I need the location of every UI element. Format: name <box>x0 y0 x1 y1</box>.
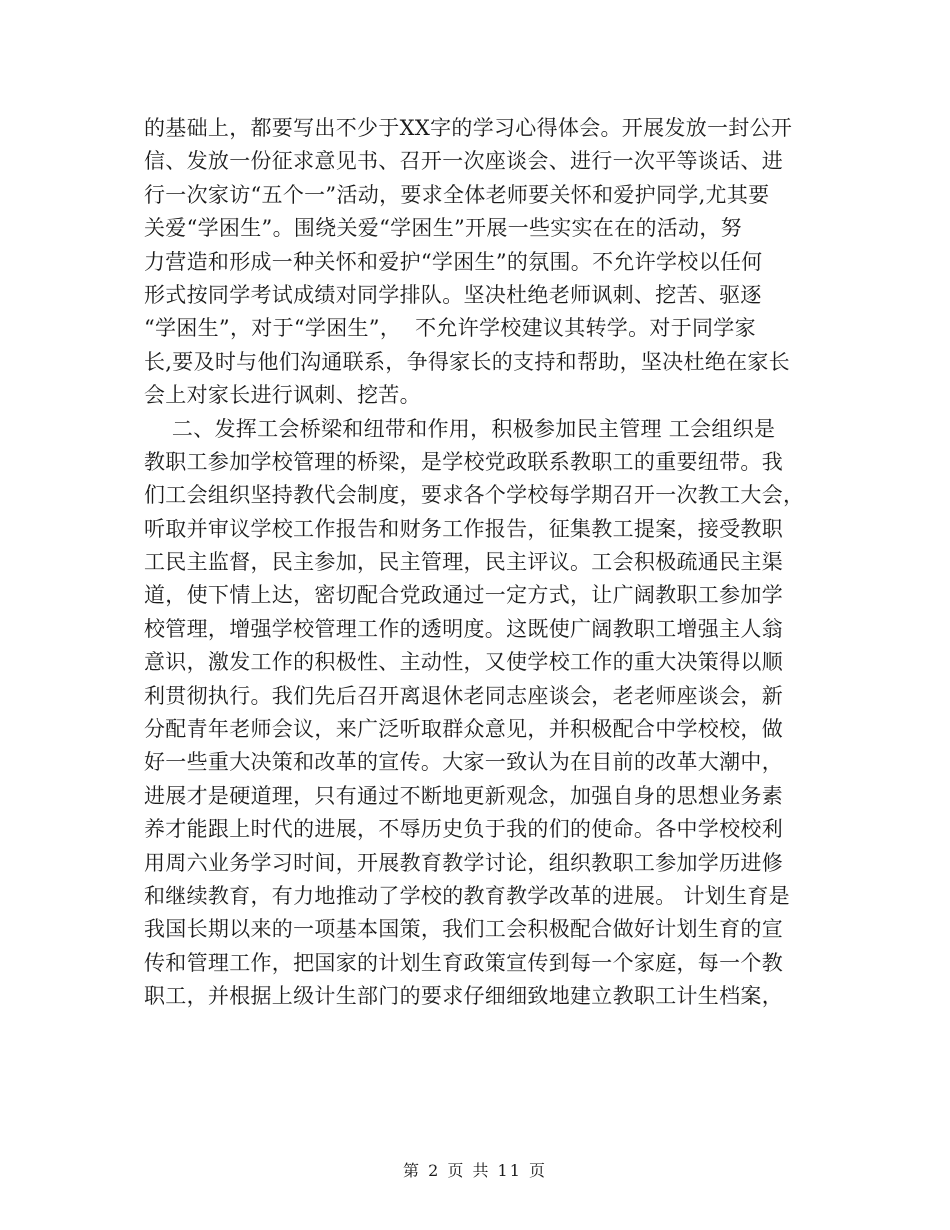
text-line: 校管理，增强学校管理工作的透明度。这既使广阔教职工增强主人翁 <box>144 616 783 641</box>
text-line: 们工会组织坚持教代会制度，要求各个学校每学期召开一次教工大会， <box>144 483 805 508</box>
text-line: 长,要及时与他们沟通联系，争得家长的支持和帮助，坚决杜绝在家长 <box>144 349 790 374</box>
text-line: 力营造和形成一种关怀和爱护“学困生”的氛围。不允许学校以任何 <box>144 249 763 274</box>
body-text <box>144 112 814 1014</box>
text-line: 会上对家长进行讽刺、挖苦。 <box>144 383 421 408</box>
text-line: 分配青年老师会议，来广泛听取群众意见，并积极配合中学校校，做 <box>144 717 783 742</box>
text-line: 行一次家访“五个一”活动，要求全体老师要关怀和爱护同学,尤其要 <box>144 182 770 207</box>
text-line: 工民主监督，民主参加，民主管理，民主评议。工会积极疏通民主渠 <box>144 550 783 575</box>
text-line: 养才能跟上时代的进展，不辱历史负于我的们的使命。各中学校校利 <box>144 817 783 842</box>
text-line: 教职工参加学校管理的桥梁，是学校党政联系教职工的重要纽带。我 <box>144 449 783 474</box>
text-line: 的基础上，都要写出不少于XX字的学习心得体会。开展发放一封公开 <box>144 116 793 140</box>
text-line: 意识，激发工作的积极性、主动性，又使学校工作的重大决策得以顺 <box>144 650 783 675</box>
text-line: 形式按同学考试成绩对同学排队。坚决杜绝老师讽刺、挖苦、驱逐 <box>144 282 762 307</box>
text-line: 我国长期以来的一项基本国策，我们工会积极配合做好计划生育的宣 <box>144 917 783 942</box>
text-line: 和继续教育，有力地推动了学校的教育教学改革的进展。 计划生育是 <box>144 883 790 908</box>
text-line: 好一些重大决策和改革的宣传。大家一致认为在目前的改革大潮中， <box>144 750 783 775</box>
text-line: “学困生”，对于“学困生”， 不允许学校建议其转学。对于同学家 <box>144 316 756 341</box>
text-line: 利贯彻执行。我们先后召开离退休老同志座谈会，老老师座谈会，新 <box>144 683 783 708</box>
text-line: 听取并审议学校工作报告和财务工作报告，征集教工提案，接受教职 <box>144 516 783 541</box>
text-line: 道，使下情上达，密切配合党政通过一定方式，让广阔教职工参加学 <box>144 583 783 608</box>
text-line: 传和管理工作，把国家的计划生育政策宣传到每一个家庭，每一个教 <box>144 950 783 975</box>
text-line: 进展才是硬道理，只有通过不断地更新观念，加强自身的思想业务素 <box>144 783 783 808</box>
text-line: 用周六业务学习时间，开展教育教学讨论，组织教职工参加学历进修 <box>144 850 783 875</box>
page-number: 第 2 页 共 11 页 <box>403 1161 547 1180</box>
text-line: 二、发挥工会桥梁和纽带和作用，积极参加民主管理 工会组织是 <box>144 416 776 441</box>
text-line: 职工，并根据上级计生部门的要求仔细细致地建立教职工计生档案， <box>144 984 783 1009</box>
text-line: 关爱“学困生”。围绕关爱“学困生”开展一些实实在在的活动，努 <box>144 216 742 241</box>
text-line: 信、发放一份征求意见书、召开一次座谈会、进行一次平等谈话、进 <box>144 149 783 174</box>
